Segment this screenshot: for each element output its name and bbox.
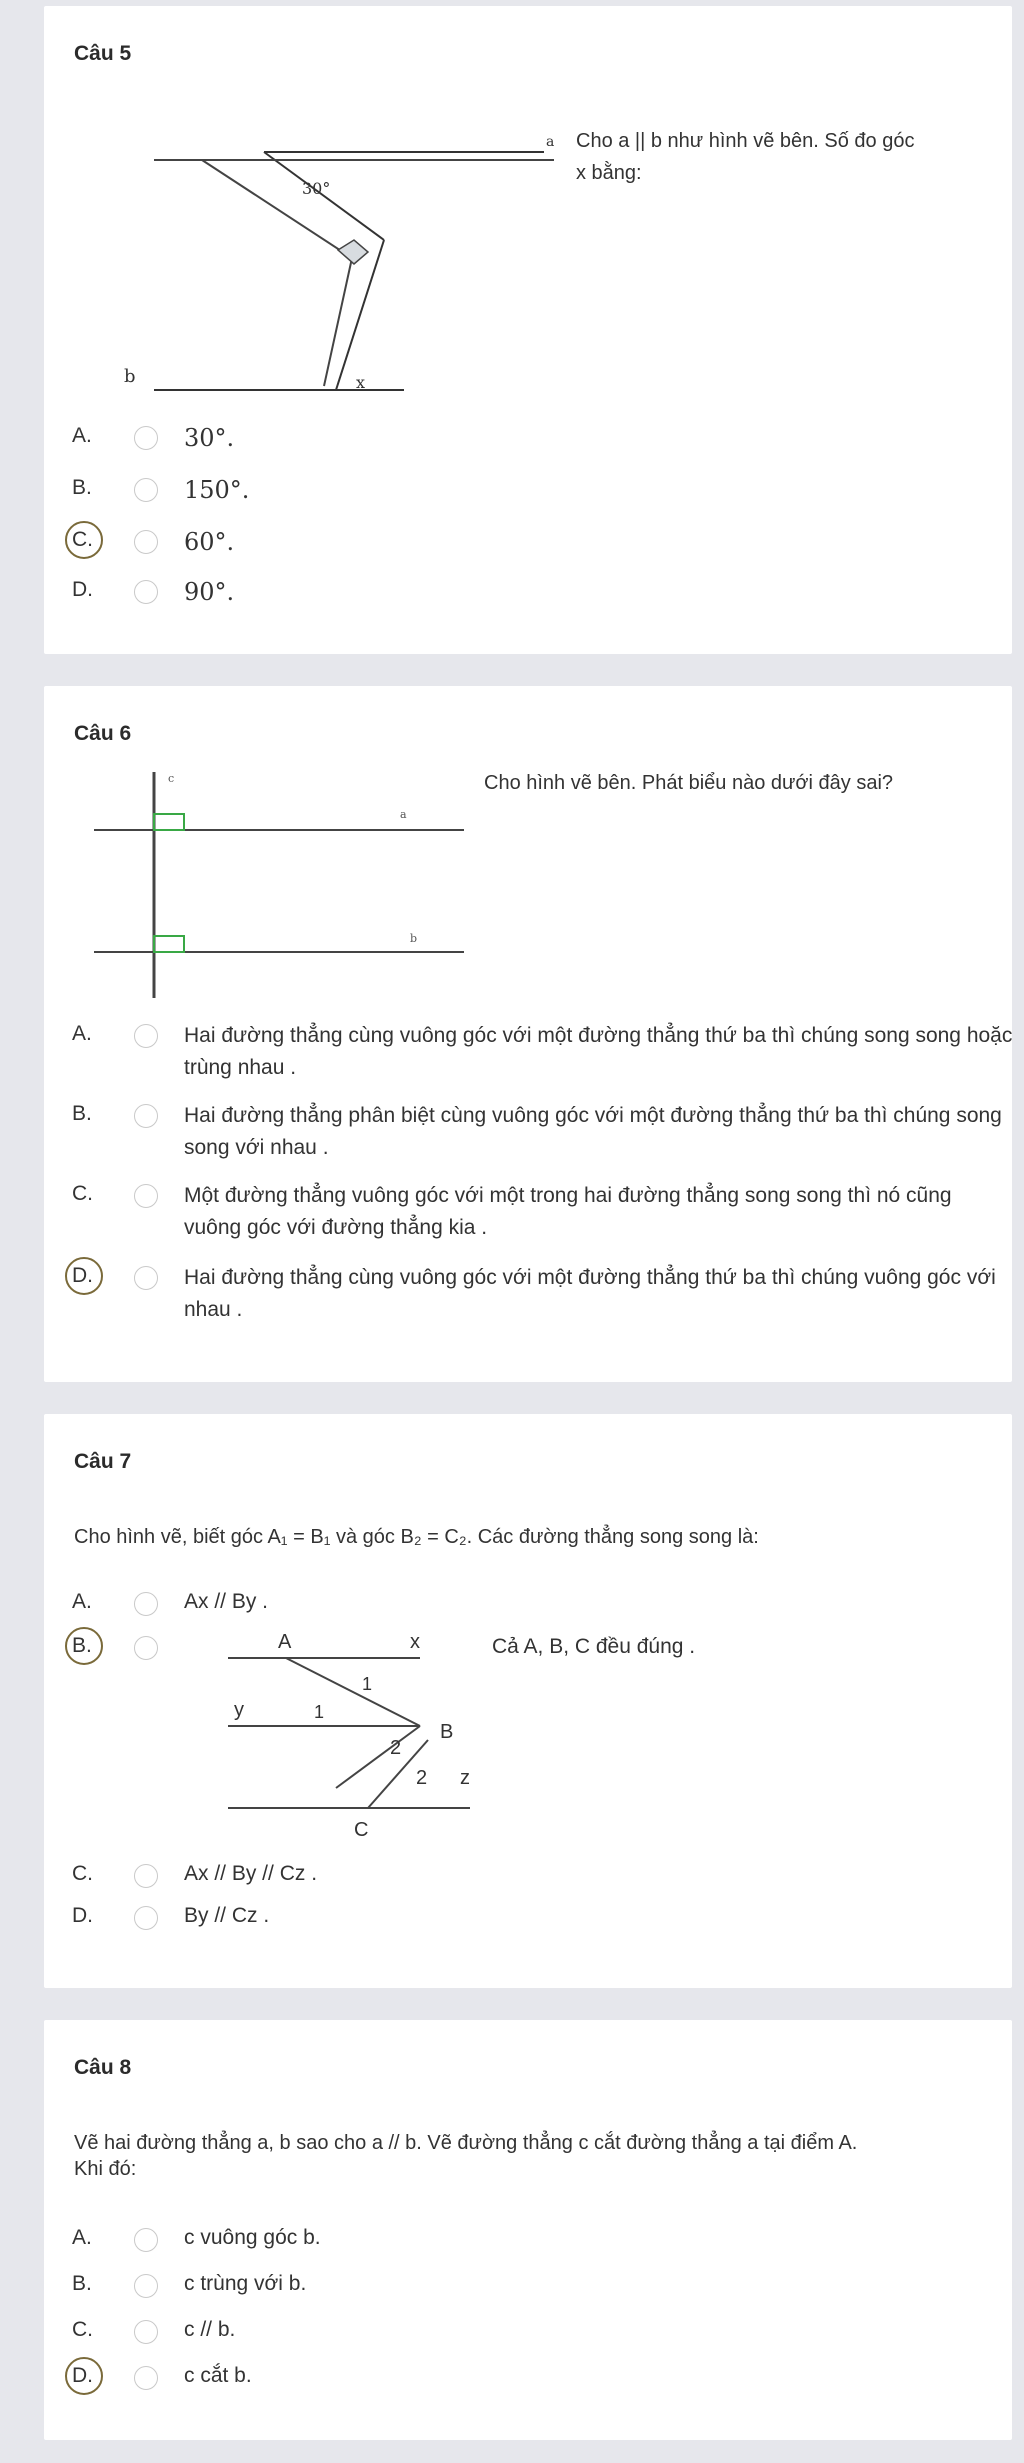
x-label: x — [410, 1631, 420, 1653]
angle-B2-label: 2 — [390, 1737, 402, 1759]
option-letter: D. — [72, 578, 93, 601]
radio-button[interactable] — [134, 1184, 158, 1208]
question-title: Câu 6 — [74, 722, 132, 745]
right-angle-figure — [74, 116, 414, 386]
option-letter: B. — [72, 2272, 92, 2295]
z-label: z — [460, 1767, 470, 1789]
line-c-label: c — [168, 772, 175, 785]
angle-B1-label: 1 — [314, 1702, 325, 1722]
question-card-5 — [44, 6, 1012, 654]
option-letter: D. — [72, 1904, 93, 1927]
option-text: c cắt b. — [184, 2364, 252, 2387]
question-card-8 — [44, 2020, 1012, 2440]
transversal-segment — [174, 1614, 474, 1854]
question-title: Câu 8 — [74, 2056, 132, 2079]
option-text: Một đường thẳng vuông góc với một trong hai đường thẳng song song thì nó cũng vuông góc với đường thẳng kia . — [184, 1184, 952, 1239]
radio-button[interactable] — [134, 1266, 158, 1290]
option-letter: B. — [72, 1102, 92, 1125]
question-title: Câu 7 — [74, 1450, 132, 1473]
option-letter: C. — [72, 528, 93, 551]
option-letter: D. — [72, 1264, 93, 1287]
radio-button[interactable] — [134, 1104, 158, 1128]
option-b-text: Cả A, B, C đều đúng . — [492, 1635, 696, 1658]
option-letter: B. — [72, 1634, 92, 1657]
radio-button[interactable] — [134, 478, 158, 502]
question-stem-cont: x bằng: — [576, 162, 642, 184]
radio-button[interactable] — [134, 2274, 158, 2298]
option-text: c vuông góc b. — [184, 2226, 321, 2249]
question-card-7 — [44, 1414, 1012, 1988]
option-letter: C. — [72, 2318, 93, 2341]
angle-x-label: x — [356, 373, 366, 392]
option-text: c // b. — [184, 2318, 236, 2341]
option-text: c trùng với b. — [184, 2272, 307, 2295]
point-B-label: B — [440, 1721, 454, 1743]
angle-A1-label: 1 — [362, 1674, 373, 1694]
radio-button[interactable] — [134, 1024, 158, 1048]
question-title: Câu 5 — [74, 42, 132, 65]
option-text: Hai đường thẳng cùng vuông góc với một đường thẳng thứ ba thì chúng song song hoặc trùng nhau . — [184, 1024, 1013, 1079]
point-C-label: C — [354, 1819, 369, 1841]
option-letter: C. — [72, 1862, 93, 1885]
line-a-label: a — [546, 134, 555, 150]
angle-30-label: 30° — [302, 179, 331, 198]
option-text: Hai đường thẳng cùng vuông góc với một đường thẳng thứ ba thì chúng vuông góc với nhau . — [184, 1266, 996, 1321]
option-text: By // Cz . — [184, 1904, 270, 1927]
question-stem: Cho hình vẽ, biết góc A₁ = B₁ và góc B₂ = C₂. Các đường thẳng song song là: — [74, 1526, 759, 1548]
option-letter: D. — [72, 2364, 93, 2387]
option-letter: A. — [72, 1590, 92, 1613]
angle-C2-label: 2 — [416, 1767, 428, 1789]
question-card-6 — [44, 686, 1012, 1382]
option-letter: A. — [72, 2226, 92, 2249]
y-label: y — [234, 1699, 244, 1721]
radio-button[interactable] — [134, 530, 158, 554]
option-letter: A. — [72, 1022, 92, 1045]
option-text: 30°. — [184, 424, 235, 452]
option-text: Hai đường thẳng phân biệt cùng vuông góc với một đường thẳng thứ ba thì chúng song song với nhau . — [184, 1104, 1002, 1159]
radio-button[interactable] — [134, 1592, 158, 1616]
line-a-label: a — [400, 808, 407, 821]
radio-button[interactable] — [134, 2366, 158, 2390]
radio-button[interactable] — [134, 1906, 158, 1930]
option-letter: A. — [72, 424, 92, 447]
radio-button[interactable] — [134, 2320, 158, 2344]
option-letter: B. — [72, 476, 92, 499]
question-stem: Cho hình vẽ bên. Phát biểu nào dưới đây sai? — [484, 772, 894, 794]
option-text: 90°. — [184, 578, 235, 606]
option-text: 150°. — [184, 476, 250, 504]
question-stem-cont: Khi đó: — [74, 2158, 137, 2180]
line-b-label: b — [410, 932, 418, 945]
question-stem: Cho a || b như hình vẽ bên. Số đo góc — [576, 130, 915, 152]
point-A-label: A — [278, 1631, 292, 1653]
radio-button[interactable] — [134, 1636, 158, 1660]
radio-button[interactable] — [134, 426, 158, 450]
option-text: 60°. — [184, 528, 235, 556]
radio-button[interactable] — [134, 580, 158, 604]
option-letter: C. — [72, 1182, 93, 1205]
option-text: Ax // By // Cz . — [184, 1862, 318, 1885]
line-b-label: b — [124, 366, 136, 387]
radio-button[interactable] — [134, 2228, 158, 2252]
radio-button[interactable] — [134, 1864, 158, 1888]
perpendicular-lines-figure — [94, 762, 494, 1002]
question-stem: Vẽ hai đường thẳng a, b sao cho a // b. Vẽ đường thẳng c cắt đường thẳng a tại điểm A. — [74, 2132, 858, 2154]
option-text: Ax // By . — [184, 1590, 269, 1613]
